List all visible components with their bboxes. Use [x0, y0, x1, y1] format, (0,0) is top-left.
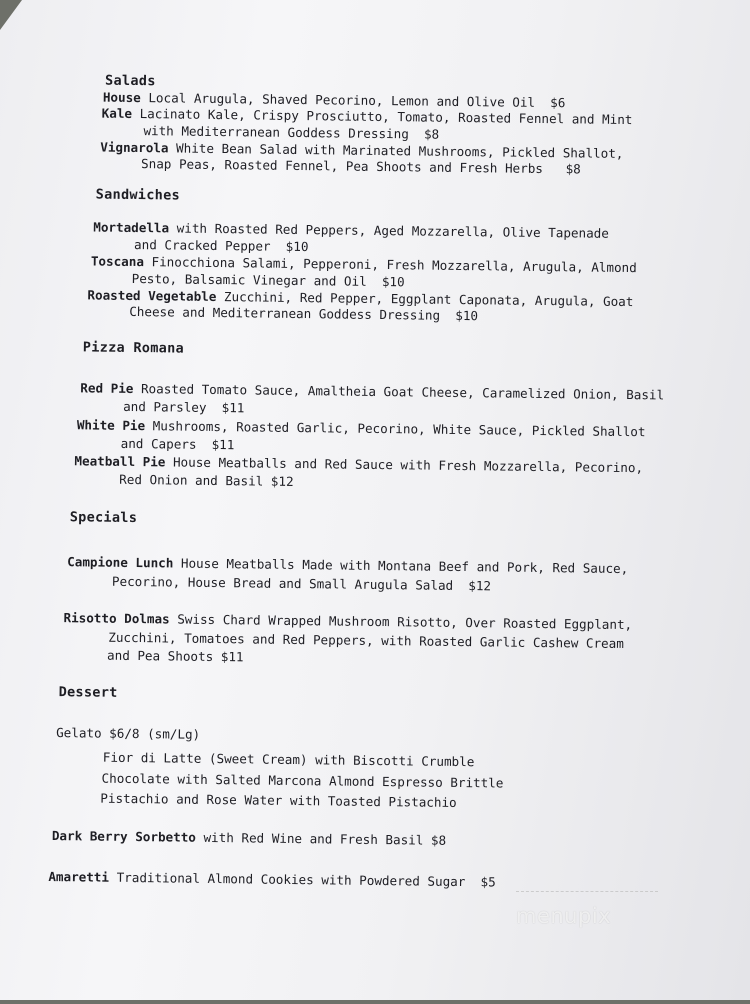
- menu-item: White Pie Mushrooms, Roasted Garlic, Pecorino, White Sauce, Pickled Shallot: [76, 417, 646, 440]
- menu-item: Roasted Vegetable Zucchini, Red Pepper, Eggplant Caponata, Arugula, Goat: [87, 287, 634, 310]
- gelato-flavor: Pistachio and Rose Water with Toasted Pistachio: [100, 790, 457, 810]
- menu-item-cont: Pecorino, House Bread and Small Arugula Salad $12: [111, 573, 492, 594]
- menu-item: Risotto Dolmas Swiss Chard Wrapped Mushroom Risotto, Over Roasted Eggplant,: [63, 610, 633, 633]
- menu-item-cont: and Capers $11: [120, 435, 235, 453]
- menu-item-cont: Snap Peas, Roasted Fennel, Pea Shoots and Fresh Herbs $8: [141, 156, 581, 177]
- menu-item-cont: Zucchini, Tomatoes and Red Peppers, with Roasted Garlic Cashew Cream: [108, 629, 624, 651]
- menu-item: Kale Lacinato Kale, Crispy Prosciutto, Tomato, Roasted Fennel and Mint: [101, 105, 633, 128]
- menu-item: Red Pie Roasted Tomato Sauce, Amaltheia Goat Cheese, Caramelized Onion, Basil: [80, 380, 665, 403]
- menu-item: Mortadella with Roasted Red Peppers, Aged Mozzarella, Olive Tapenade: [93, 219, 609, 241]
- menu-item: House Local Arugula, Shaved Pecorino, Lemon and Olive Oil $6: [102, 89, 566, 111]
- section-heading-dessert: Dessert: [58, 684, 118, 701]
- menu-item: Campione Lunch House Meatballs Made with Montana Beef and Pork, Red Sauce,: [67, 554, 629, 577]
- watermark-line: [516, 891, 658, 892]
- menu-item: Toscana Finocchiona Salami, Pepperoni, Fresh Mozzarella, Arugula, Almond: [90, 253, 637, 276]
- menu-item: Meatball Pie House Meatballs and Red Sauce with Fresh Mozzarella, Pecorino,: [74, 453, 644, 476]
- menu-item: Vignarola White Bean Salad with Marinated Mushrooms, Pickled Shallot,: [100, 139, 624, 161]
- menu-item-cont: and Cracked Pepper $10: [134, 236, 309, 255]
- section-heading-salads: Salads: [105, 72, 156, 90]
- menu-item-cont: and Parsley $11: [123, 398, 245, 416]
- menu-item-cont: Pesto, Balsamic Vinegar and Oil $10: [131, 270, 405, 290]
- menu-item: Amaretti Traditional Almond Cookies with Powdered Sugar $5: [48, 868, 496, 890]
- section-heading-sandwiches: Sandwiches: [95, 186, 181, 204]
- gelato-flavor: Chocolate with Salted Marcona Almond Espresso Brittle: [101, 770, 504, 791]
- section-heading-specials: Specials: [69, 509, 138, 527]
- menu-item-cont: and Pea Shoots $11: [106, 647, 244, 665]
- menu-item-gelato: Gelato $6/8 (sm/Lg): [56, 725, 201, 742]
- menu-item-cont: Red Onion and Basil $12: [119, 471, 294, 489]
- gelato-flavor: Fior di Latte (Sweet Cream) with Biscotti Crumble: [102, 749, 475, 770]
- watermark-logo: menupix: [516, 904, 612, 928]
- menu-item-cont: with Mediterranean Goddess Dressing $8: [143, 123, 440, 142]
- menu-item-cont: Cheese and Mediterranean Goddess Dressing $10: [129, 303, 479, 324]
- menu-item: Dark Berry Sorbetto with Red Wine and Fresh Basil $8: [51, 828, 447, 848]
- section-heading-pizza: Pizza Romana: [82, 339, 185, 357]
